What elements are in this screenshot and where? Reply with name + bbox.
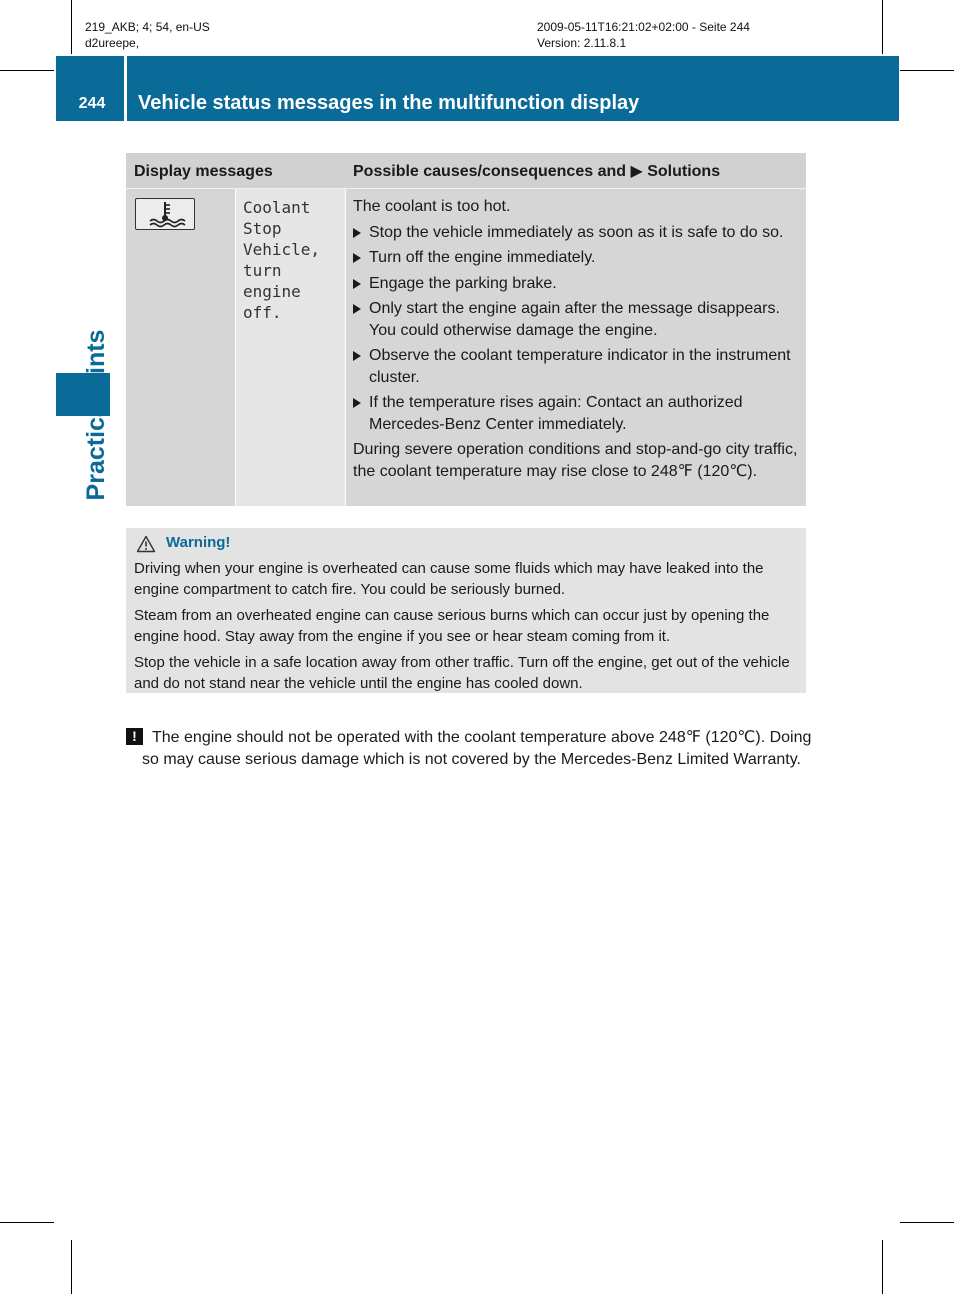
solution-step-text: Only start the engine again after the message disappears. You could otherwise damage the engine. (369, 300, 780, 339)
page-title: Vehicle status messages in the multifunction display (138, 92, 640, 114)
solution-step-text: If the temperature rises again: Contact an authorized Mercedes-Benz Center immediately. (369, 394, 743, 433)
solution-step (353, 392, 803, 435)
warning-body (134, 558, 802, 699)
print-meta-left (85, 19, 210, 51)
crop-mark (900, 1222, 954, 1223)
condition-note: During severe operation conditions and stop-and-go city traffic, the coolant temperature may rise close to 248℉ (120℃). (353, 441, 798, 480)
display-message-line: off. (243, 303, 282, 322)
damage-note (126, 727, 816, 770)
side-tab-label (76, 250, 120, 580)
print-meta-line: d2ureepe, (85, 36, 140, 50)
warning-title: Warning! (166, 534, 231, 551)
solution-step (353, 298, 803, 341)
print-meta-right (537, 19, 750, 51)
solution-step-text: Turn off the engine immediately. (369, 249, 596, 266)
message-table (126, 153, 806, 506)
warning-paragraph: Driving when your engine is overheated can cause some fluids which may have leaked into the engine compartment to catch fire. You could be seriously burned. (134, 560, 764, 598)
display-message-line: engine (243, 282, 301, 301)
display-message-line: turn (243, 261, 282, 280)
crop-mark (0, 1222, 54, 1223)
solution-step-text: Stop the vehicle immediately as soon as it is safe to do so. (369, 223, 784, 241)
display-message-line: Vehicle, (243, 240, 321, 259)
table-row (126, 189, 806, 506)
exclamation-icon: ! (126, 728, 143, 745)
display-message-line: Coolant (243, 198, 311, 217)
print-meta-line: 219_AKB; 4; 54, en-US (85, 20, 210, 34)
bullet-arrow-icon (353, 279, 361, 289)
header-divider (124, 56, 127, 121)
solution-step-text: Engage the parking brake. (369, 274, 557, 292)
bullet-arrow-icon (353, 398, 361, 408)
warning-paragraph: Steam from an overheated engine can cause serious burns which can occur just by opening the engine hood. Stay away from the engine if you see or hear steam coming from it. (134, 607, 770, 645)
icon-cell (126, 189, 235, 506)
message-cell (236, 189, 345, 506)
print-meta-line: Version: 2.11.8.1 (537, 36, 627, 50)
bullet-arrow-icon (353, 304, 361, 314)
solutions-content (353, 196, 803, 486)
solution-step (353, 222, 803, 244)
bullet-arrow-icon (353, 228, 361, 238)
table-header (126, 153, 806, 189)
side-tab-text: Practical hints (82, 329, 110, 501)
display-message (243, 197, 320, 323)
solution-step (353, 273, 803, 295)
warning-paragraph: Stop the vehicle in a safe location away from other traffic. Turn off the engine, get out of the vehicle and do not stand near the vehicle until the engine has cooled down. (134, 654, 790, 692)
crop-mark (900, 70, 954, 71)
crop-mark (882, 0, 883, 54)
solutions-cell (346, 189, 806, 506)
print-meta-line: 2009-05-11T16:21:02+02:00 - Seite 244 (537, 20, 750, 34)
crop-mark (0, 70, 54, 71)
display-message-line: Stop (243, 219, 282, 238)
cause-text: The coolant is too hot. (353, 198, 511, 215)
bullet-arrow-icon (353, 351, 361, 361)
solution-step (353, 247, 803, 269)
coolant-temperature-icon (135, 198, 195, 230)
crop-mark (71, 0, 72, 54)
note-text: The engine should not be operated with the coolant temperature above 248℉ (120℃). Doing so may cause serious damage which is not covered by the Mercedes-Benz Limited Warranty. (142, 729, 812, 768)
crop-mark (71, 1240, 72, 1294)
solution-step-text: Observe the coolant temperature indicator in the instrument cluster. (369, 347, 791, 386)
warning-triangle-icon (136, 535, 156, 553)
crop-mark (882, 1240, 883, 1294)
bullet-arrow-icon (353, 253, 361, 263)
column-header-display-messages: Display messages (134, 163, 273, 180)
solution-step (353, 345, 803, 388)
column-header-solutions: Possible causes/consequences and ▶ Solutions (353, 163, 721, 180)
warning-box (126, 528, 806, 693)
page-number: 244 (78, 95, 106, 112)
